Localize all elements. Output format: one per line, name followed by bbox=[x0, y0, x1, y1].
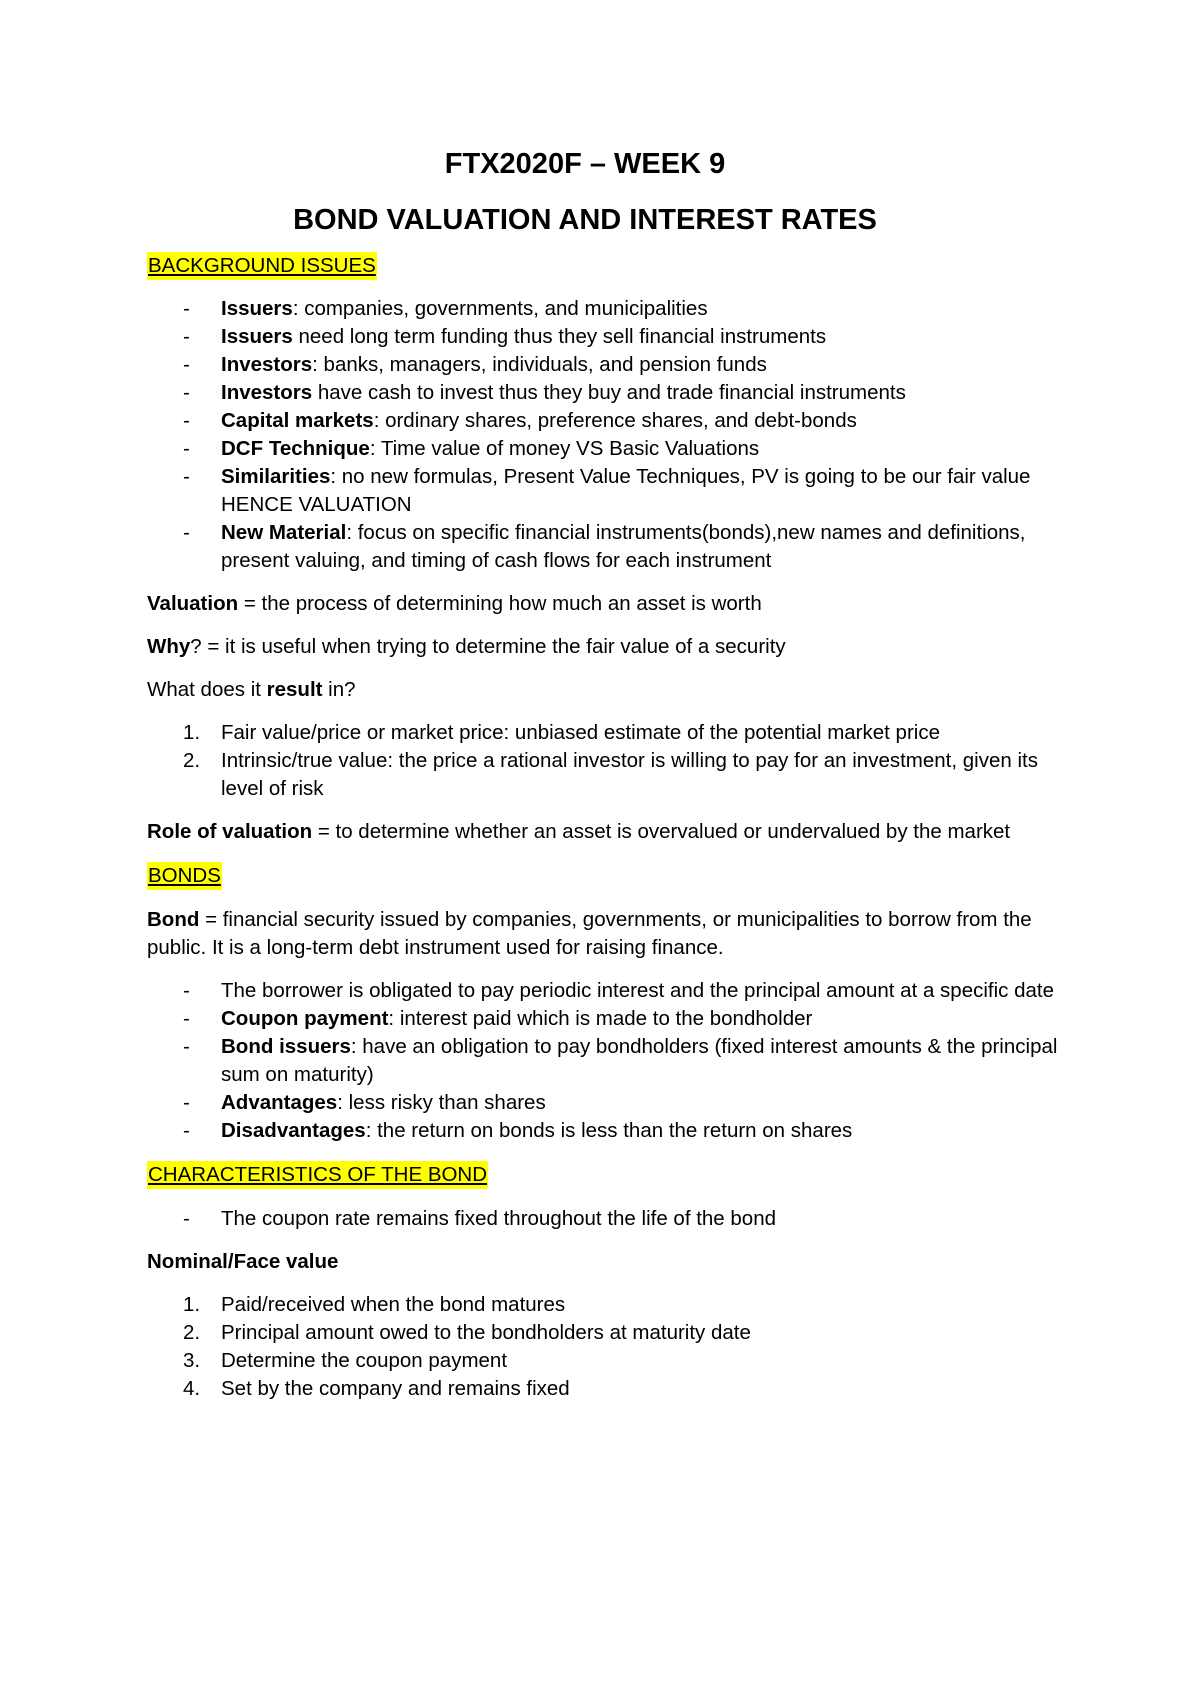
list-item: - Disadvantages: the return on bonds is less than the return on shares bbox=[147, 1117, 1067, 1145]
result-list bbox=[147, 719, 1067, 803]
document-title: FTX2020F – WEEK 9 bbox=[444, 148, 726, 180]
dash-bullet: - bbox=[183, 465, 190, 488]
list-item: - The borrower is obligated to pay periodic interest and the principal amount at a specific date bbox=[147, 977, 1067, 1005]
background-list bbox=[147, 295, 1067, 575]
nominal-heading: Nominal/Face value bbox=[147, 1250, 339, 1273]
dash-bullet: - bbox=[183, 353, 190, 376]
list-item: - Issuers: companies, governments, and municipalities bbox=[147, 295, 1067, 323]
bond-definition: Bond = financial security issued by companies, governments, or municipalities to borrow from the public. It is a long-term debt instrument used for raising finance. bbox=[147, 908, 1032, 959]
why-definition: Why? = it is useful when trying to determine the fair value of a security bbox=[147, 635, 786, 658]
list-item: - Bond issuers: have an obligation to pay bondholders (fixed interest amounts & the principal sum on maturity) bbox=[183, 1035, 1058, 1086]
dash-bullet: - bbox=[183, 325, 190, 348]
document-subtitle: BOND VALUATION AND INTEREST RATES bbox=[293, 204, 877, 236]
list-item: 1. Paid/received when the bond matures bbox=[147, 1291, 1067, 1319]
list-item: 4. Set by the company and remains fixed bbox=[147, 1375, 1067, 1403]
list-number: 2. bbox=[183, 1321, 201, 1344]
list-number: 2. bbox=[183, 749, 201, 772]
dash-bullet: - bbox=[183, 1035, 190, 1058]
dash-bullet: - bbox=[183, 1119, 190, 1142]
section-heading-bonds: BONDS bbox=[147, 862, 222, 890]
list-item: - Capital markets: ordinary shares, preference shares, and debt-bonds bbox=[147, 407, 1067, 435]
list-number: 1. bbox=[183, 721, 201, 744]
list-item: - Similarities: no new formulas, Present Value Techniques, PV is going to be our fair value HENCE VALUATION bbox=[183, 465, 1031, 516]
list-item: 2. Intrinsic/true value: the price a rational investor is willing to pay for an investment, given its level of risk bbox=[183, 749, 1038, 800]
dash-bullet: - bbox=[183, 1207, 190, 1230]
list-item: 1. Fair value/price or market price: unbiased estimate of the potential market price bbox=[147, 719, 1067, 747]
dash-bullet: - bbox=[183, 381, 190, 404]
nominal-list bbox=[147, 1291, 1067, 1403]
list-item: - Advantages: less risky than shares bbox=[147, 1089, 1067, 1117]
dash-bullet: - bbox=[183, 1091, 190, 1114]
result-question: What does it result in? bbox=[147, 678, 356, 701]
list-item: - Investors have cash to invest thus they buy and trade financial instruments bbox=[147, 379, 1067, 407]
list-item: - DCF Technique: Time value of money VS Basic Valuations bbox=[147, 435, 1067, 463]
list-item: 3. Determine the coupon payment bbox=[147, 1347, 1067, 1375]
dash-bullet: - bbox=[183, 409, 190, 432]
role-definition: Role of valuation = to determine whether an asset is overvalued or undervalued by the market bbox=[147, 820, 1011, 843]
dash-bullet: - bbox=[183, 1007, 190, 1030]
list-item: - Coupon payment: interest paid which is made to the bondholder bbox=[147, 1005, 1067, 1033]
section-heading-characteristics: CHARACTERISTICS OF THE BOND bbox=[147, 1161, 488, 1189]
list-item: - Issuers need long term funding thus they sell financial instruments bbox=[147, 323, 1067, 351]
list-number: 3. bbox=[183, 1349, 201, 1372]
dash-bullet: - bbox=[183, 437, 190, 460]
list-item: - New Material: focus on specific financial instruments(bonds),new names and definitions, present valuing, and timing of cash flows for each instrument bbox=[183, 521, 1026, 572]
list-item: - The coupon rate remains fixed throughout the life of the bond bbox=[147, 1205, 1067, 1233]
bonds-list bbox=[147, 977, 1067, 1145]
dash-bullet: - bbox=[183, 297, 190, 320]
list-number: 1. bbox=[183, 1293, 201, 1316]
list-item: 2. Principal amount owed to the bondholders at maturity date bbox=[147, 1319, 1067, 1347]
valuation-definition: Valuation = the process of determining how much an asset is worth bbox=[147, 592, 762, 615]
dash-bullet: - bbox=[183, 521, 190, 544]
characteristics-list bbox=[147, 1205, 1067, 1233]
list-number: 4. bbox=[183, 1377, 201, 1400]
section-heading-background: BACKGROUND ISSUES bbox=[147, 252, 377, 280]
dash-bullet: - bbox=[183, 979, 190, 1002]
document-page bbox=[147, 140, 1067, 1403]
list-item: - Investors: banks, managers, individuals, and pension funds bbox=[147, 351, 1067, 379]
